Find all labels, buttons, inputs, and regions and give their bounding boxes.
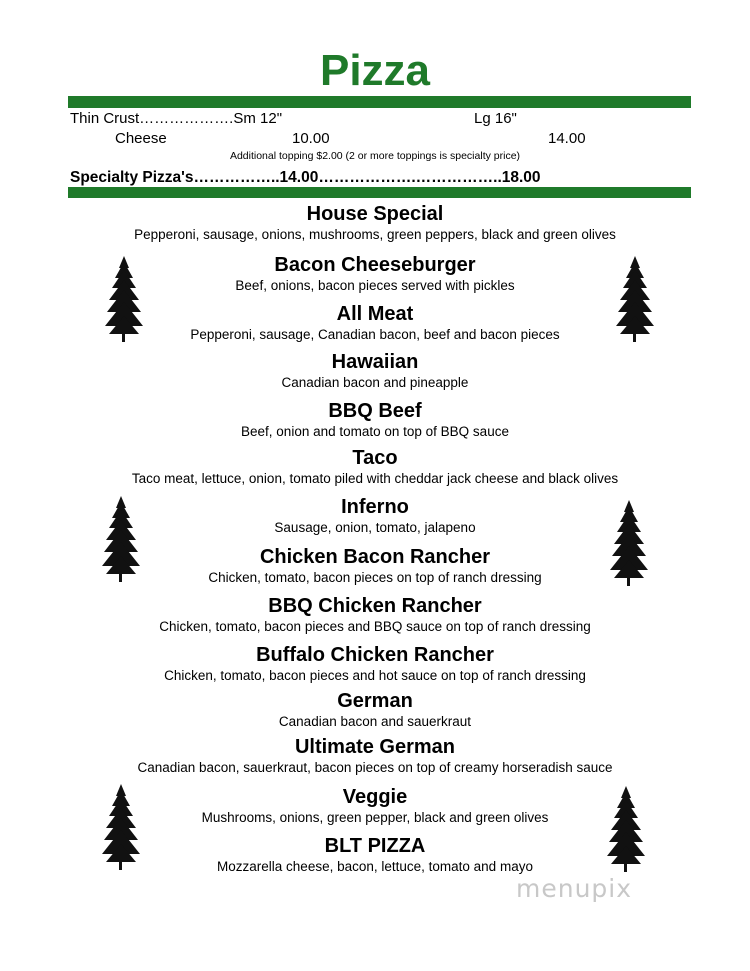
pine-tree-icon: [103, 256, 145, 342]
menu-item-description: Canadian bacon and sauerkraut: [278, 714, 472, 729]
menu-item-description: Chicken, tomato, bacon pieces and hot sauce on top of ranch dressing: [164, 668, 586, 683]
menu-item-name: German: [337, 690, 413, 712]
pine-tree-icon: [605, 786, 647, 872]
menu-item-name: Inferno: [341, 496, 409, 518]
page-title: Pizza: [319, 46, 431, 95]
menu-item: [0, 202, 750, 244]
pine-tree-icon: [100, 784, 142, 870]
menu-item-name: All Meat: [336, 303, 414, 325]
menu-item: [0, 350, 750, 392]
menu-item-description: Beef, onion and tomato on top of BBQ sauce: [241, 424, 509, 439]
menu-item: [0, 735, 750, 777]
menu-item-description: Taco meat, lettuce, onion, tomato piled with cheddar jack cheese and black olives: [131, 471, 619, 486]
menu-item-description: Canadian bacon, sauerkraut, bacon pieces on top of creamy horseradish sauce: [137, 760, 613, 775]
menu-item-description: Beef, onions, bacon pieces served with pickles: [235, 278, 515, 293]
menu-item-name: Buffalo Chicken Rancher: [256, 644, 494, 666]
menu-item: [0, 689, 750, 731]
menu-item-description: Mushrooms, onions, green pepper, black and green olives: [201, 810, 549, 825]
menu-item-name: Ultimate German: [294, 736, 456, 758]
menu-item-description: Sausage, onion, tomato, jalapeno: [274, 520, 476, 535]
menu-item-name: Veggie: [342, 786, 408, 808]
menu-item-description: Mozzarella cheese, bacon, lettuce, tomato and mayo: [217, 859, 533, 874]
pine-tree-icon: [100, 496, 142, 582]
menu-item-description: Pepperoni, sausage, onions, mushrooms, green peppers, black and green olives: [134, 227, 616, 242]
menu-item-name: Bacon Cheeseburger: [274, 254, 476, 276]
menu-item-name: Hawaiian: [331, 351, 419, 373]
menu-item-name: BBQ Beef: [328, 400, 422, 422]
pine-tree-icon: [608, 500, 650, 586]
topping-note: Additional topping $2.00 (2 or more toppings is specialty price): [229, 150, 521, 162]
menu-item: [0, 643, 750, 685]
top-divider: [68, 96, 691, 108]
cheese-large-price: 14.00: [548, 130, 586, 147]
pine-tree-icon: [614, 256, 656, 342]
cheese-label: Cheese: [115, 130, 167, 147]
menu-item-description: Canadian bacon and pineapple: [281, 375, 469, 390]
menu-item-description: Chicken, tomato, bacon pieces and BBQ sauce on top of ranch dressing: [159, 619, 591, 634]
watermark: menupix: [516, 874, 633, 903]
menu-item: [0, 446, 750, 488]
menu-item: [0, 594, 750, 636]
menu-item-description: Pepperoni, sausage, Canadian bacon, beef and bacon pieces: [190, 327, 560, 342]
menu-item-name: Taco: [352, 447, 398, 469]
menu-item-name: Chicken Bacon Rancher: [259, 546, 491, 568]
cheese-small-price: 10.00: [292, 130, 330, 147]
menu-item: [0, 399, 750, 441]
thin-crust-label: Thin Crust……………….Sm 12": [70, 110, 283, 127]
bottom-divider: [68, 187, 691, 198]
menu-item-name: House Special: [306, 203, 444, 225]
specialty-price-line: Specialty Pizza's……………..14.00……………….……………..18.00: [70, 169, 541, 186]
large-size-label: Lg 16": [474, 110, 517, 127]
menu-item-name: BBQ Chicken Rancher: [268, 595, 482, 617]
menu-item-name: BLT PIZZA: [324, 835, 426, 857]
menu-item-description: Chicken, tomato, bacon pieces on top of ranch dressing: [208, 570, 542, 585]
